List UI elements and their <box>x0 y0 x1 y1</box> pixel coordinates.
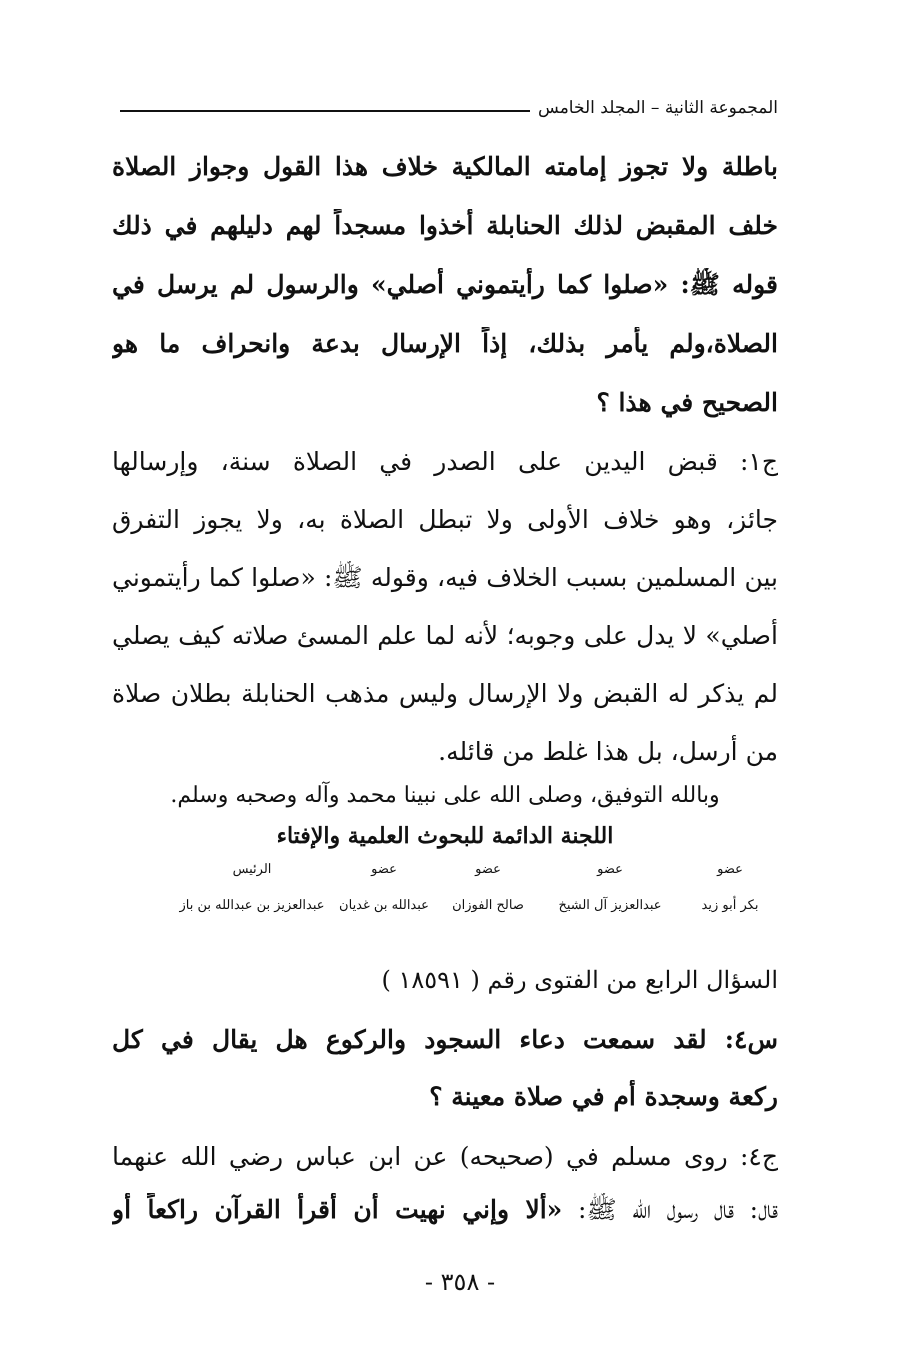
answer-4-plain-text: قال: قال رسول الله ﷺ: <box>562 1195 778 1224</box>
running-header <box>538 98 778 118</box>
question-4-line: س٤: لقد سمعت دعاء السجود والركوع هل يقال في كل <box>112 1025 778 1054</box>
question-line: باطلة ولا تجوز إمامته المالكية خلاف هذا القول وجواز الصلاة <box>112 152 778 181</box>
question-line: خلف المقبض لذلك الحنابلة أخذوا مسجداً لهم دليلهم في ذلك <box>112 211 778 240</box>
signatory-name: عبدالعزيز بن عبدالله بن باز <box>179 898 325 913</box>
committee-title: اللجنة الدائمة للبحوث العلمية والإفتاء <box>276 823 614 849</box>
signatory-role: عضو <box>475 862 501 877</box>
header-rule <box>120 110 530 112</box>
signatory-role: عضو <box>597 862 623 877</box>
page-number: - ٣٥٨ - <box>424 1268 496 1296</box>
hadith-quote: «ألا وإني نهيت أن أقرأ القرآن راكعاً أو <box>112 1195 563 1224</box>
question-line: الصحيح في هذا ؟ <box>596 388 778 417</box>
answer-line: لم يذكر له القبض ولا الإرسال وليس مذهب الحنابلة بطلان صلاة <box>112 679 778 708</box>
header-title: المجموعة الثانية – المجلد الخامس <box>538 98 778 118</box>
closing-formula: وبالله التوفيق، وصلى الله على نبينا محمد وآله وصحبه وسلم. <box>170 783 720 808</box>
answer-4-line <box>112 1193 778 1227</box>
signatory-role: عضو <box>371 862 397 877</box>
signatory-role: الرئيس <box>232 862 272 877</box>
signatory-name: عبدالعزيز آل الشيخ <box>558 898 662 913</box>
question-4-line: ركعة وسجدة أم في صلاة معينة ؟ <box>429 1082 778 1111</box>
answer-line: أصلي» لا يدل على وجوبه؛ لأنه لما علم المسئ صلاته كيف يصلي <box>112 621 778 650</box>
signatory-name: بكر أبو زيد <box>701 898 759 913</box>
answer-line: ج١: قبض اليدين على الصدر في الصلاة سنة، وإرسالها <box>112 447 778 476</box>
answer-line: جائز، وهو خلاف الأولى ولا تبطل الصلاة به، ولا يجوز التفرق <box>112 505 778 534</box>
signatory-name: عبدالله بن غديان <box>339 898 429 913</box>
question-line: قوله ﷺ: «صلوا كما رأيتموني أصلي» والرسول لم يرسل في <box>112 270 778 299</box>
answer-line: من أرسل، بل هذا غلط من قائله. <box>438 737 778 766</box>
question-line: الصلاة،ولم يأمر بذلك، إذاً الإرسال بدعة وانحراف ما هو <box>112 329 778 358</box>
signatory-role: عضو <box>717 862 743 877</box>
fatwa-heading: السؤال الرابع من الفتوى رقم ( ١٨٥٩١ ) <box>381 966 778 994</box>
signatory-name: صالح الفوزان <box>452 898 524 913</box>
answer-line: بين المسلمين بسبب الخلاف فيه، وقوله ﷺ: «صلوا كما رأيتموني <box>112 563 778 592</box>
answer-4-line: ج٤: روى مسلم في (صحيحه) عن ابن عباس رضي الله عنهما <box>112 1142 778 1171</box>
